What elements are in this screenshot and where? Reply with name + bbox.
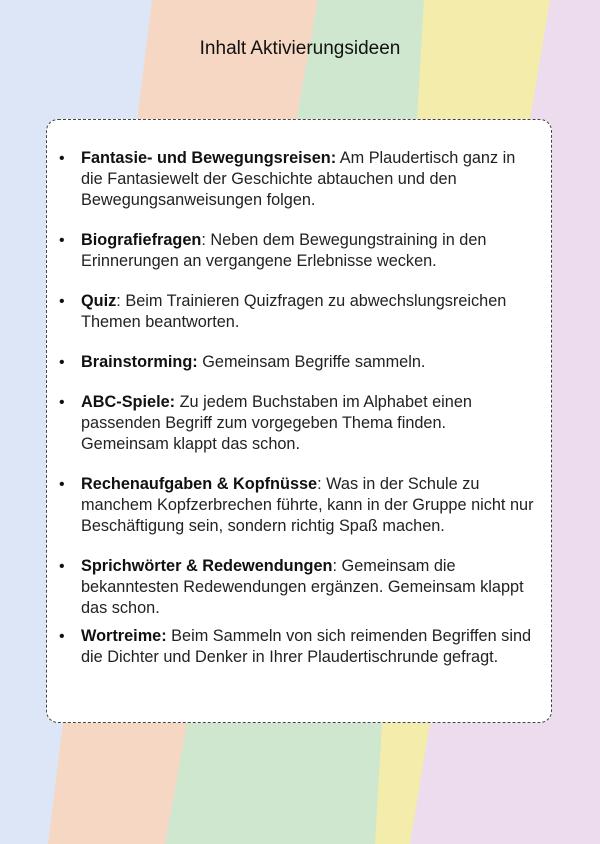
item-term: Rechenaufgaben & Kopfnüsse [81,475,318,493]
item-term: Brainstorming: [81,353,198,371]
item-term: Wortreime: [81,627,167,645]
bullet-icon: • [59,293,65,310]
list-item [59,474,537,537]
list-item [59,352,537,373]
bullet-icon: • [59,150,65,167]
item-term: Fantasie- und Bewegungsreisen: [81,149,337,167]
list-item [59,626,537,668]
bullet-icon: • [59,394,65,411]
item-text: : Was in der Schule zu manchem Kopfzerbrechen führte, kann in der Gruppe nicht nur Beschäftigung sein, sondern richtig Spaß machen. [81,475,534,535]
item-term: ABC-Spiele: [81,393,176,411]
list-item [59,556,537,619]
list-item [59,392,537,455]
list-item [59,148,537,211]
bullet-icon: • [59,354,65,371]
item-text: Am Plaudertisch ganz in die Fantasiewelt der Geschichte abtauchen und den Bewegungsanweisungen folgen. [81,149,516,209]
activation-ideas-list [47,120,551,668]
item-text: : Neben dem Bewegungstraining in den Erinnerungen an vergangene Erlebnisse wecken. [81,231,487,270]
item-text: : Beim Trainieren Quizfragen zu abwechslungsreichen Themen beantworten. [81,292,507,331]
list-item [59,230,537,272]
item-text: : Gemeinsam die bekanntesten Redewendungen ergänzen. Gemeinsam klappt das schon. [81,557,524,617]
list-item [59,291,537,333]
page-title: Inhalt Aktivierungsideen [199,38,401,59]
item-term: Quiz [81,292,117,310]
item-text: Zu jedem Buchstaben im Alphabet einen passenden Begriff zum vorgegeben Thema finden. Gemeinsam klappt das schon. [81,393,472,453]
bullet-icon: • [59,628,65,645]
item-term: Biografiefragen [81,231,202,249]
bullet-icon: • [59,232,65,249]
item-text: Beim Sammeln von sich reimenden Begriffen sind die Dichter und Denker in Ihrer Plaudertischrunde gefragt. [81,627,532,666]
bullet-icon: • [59,558,65,575]
bullet-icon: • [59,476,65,493]
item-term: Sprichwörter & Redewendungen [81,557,333,575]
content-card [46,119,552,723]
item-text: Gemeinsam Begriffe sammeln. [197,353,426,371]
